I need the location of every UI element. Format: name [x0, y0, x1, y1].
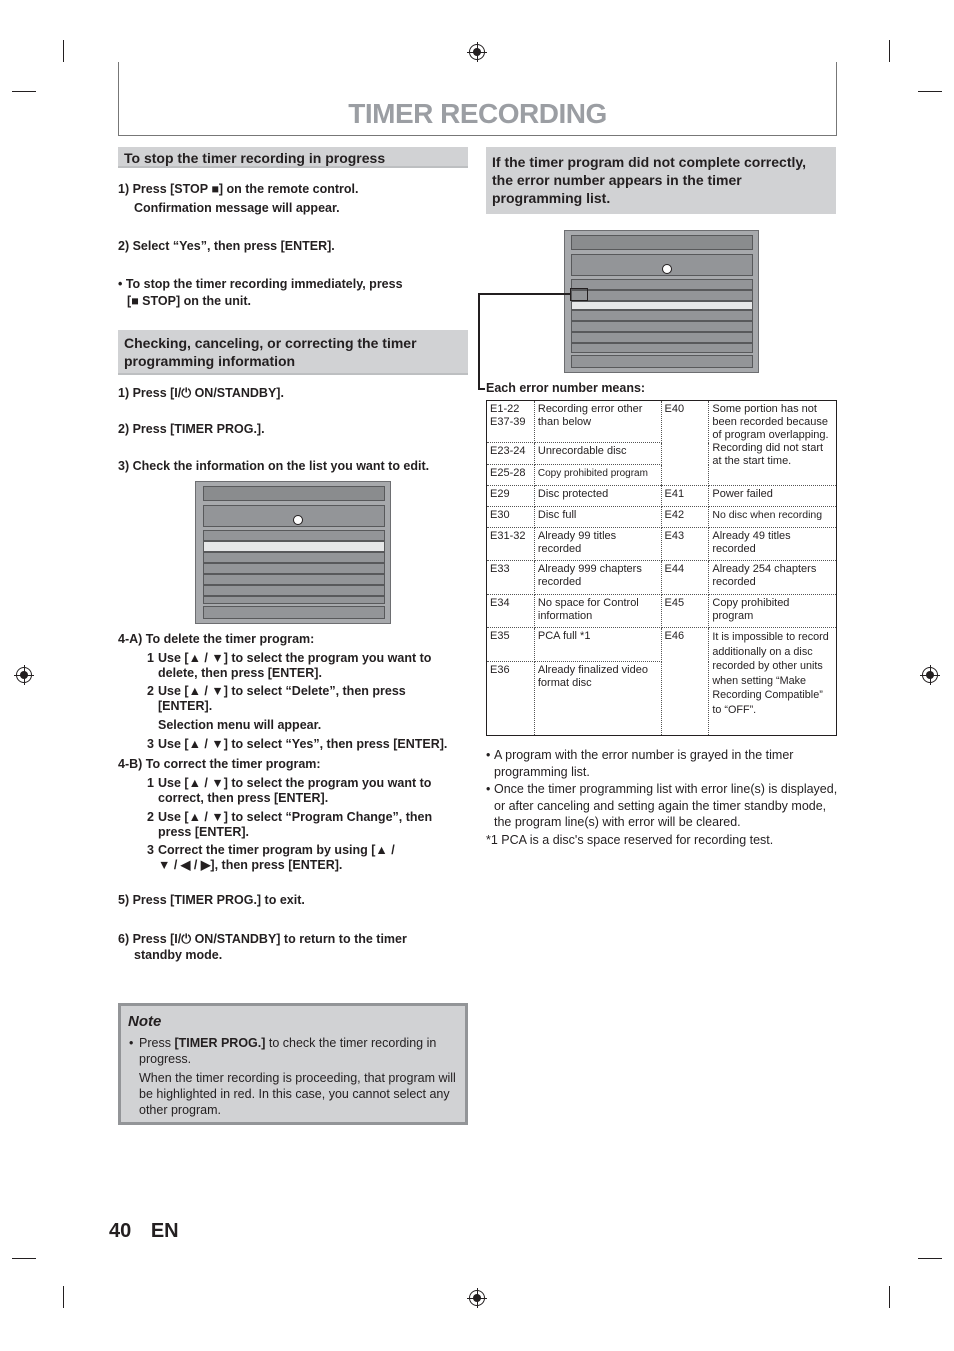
item-number: 1 [147, 651, 154, 665]
error-desc: Disc full [534, 507, 661, 528]
stop-bullet-subtext: [■ STOP] on the unit. [127, 293, 251, 308]
error-desc: Copy prohibited program [534, 465, 661, 486]
crop-mark [12, 1258, 36, 1259]
check-step-1: 1) Press [I/⏻ ON/STANDBY]. [118, 386, 284, 400]
timer-clock-icon [662, 264, 672, 274]
table-row [487, 595, 837, 628]
error-desc: No space for Control information [534, 595, 661, 628]
check-section-heading: Checking, canceling, or correcting the timer programming information [118, 330, 468, 375]
screen-list-row [571, 279, 753, 290]
crop-mark [918, 1258, 942, 1259]
item-number: 3 [147, 843, 154, 857]
error-desc: Already 999 chapters recorded [534, 561, 661, 595]
footnote: *1 PCA is a disc's space reserved for recording test. [486, 832, 774, 847]
error-section-heading: If the timer program did not complete correctly, the error number appears in the timer programming list. [486, 147, 836, 214]
error-code: E45 [661, 595, 709, 628]
note-text: to check the timer recording in progress. [139, 1036, 437, 1066]
error-code: E41 [661, 486, 709, 507]
step-4a-item-2 [147, 684, 459, 714]
crop-mark [889, 1286, 890, 1308]
stop-step-1-text: 1) Press [STOP ■] on the remote control. [118, 182, 359, 196]
check-step-6-text: 6) Press [I/⏻ ON/STANDBY] to return to the timer [118, 932, 407, 946]
page-title: TIMER RECORDING [348, 98, 607, 129]
screen-list-row [203, 585, 385, 596]
step-4a-item-3 [147, 737, 467, 752]
error-code: E42 [661, 507, 709, 528]
item-text: Use [▲ / ▼] to select the program you want to correct, then press [ENTER]. [158, 776, 432, 805]
note-text: Press [139, 1036, 175, 1050]
each-error-label: Each error number means: [486, 381, 646, 395]
item-text: Use [▲ / ▼] to select “Yes”, then press [ENTER]. [158, 737, 448, 751]
error-number-box [570, 288, 588, 301]
callout-line [478, 293, 480, 389]
note-box [118, 1003, 468, 1125]
error-desc: Disc protected [534, 486, 661, 507]
error-code: E34 [487, 595, 535, 628]
check-step-2: 2) Press [TIMER PROG.]. [118, 422, 265, 436]
step-4a-item-1 [147, 651, 459, 681]
timer-clock-icon [293, 515, 303, 525]
note-body [129, 1035, 459, 1118]
page-number [109, 1220, 179, 1243]
item-number: 3 [147, 737, 154, 751]
screen-list-row [571, 343, 753, 353]
item-number: 1 [147, 776, 154, 790]
table-row [487, 561, 837, 595]
check-step-4a: 4-A) To delete the timer program: [118, 632, 315, 646]
registration-mark-icon [922, 667, 938, 683]
stop-section-heading: To stop the timer recording in progress [118, 147, 468, 168]
item-text: Use [▲ / ▼] to select the program you want to delete, then press [ENTER]. [158, 651, 432, 680]
registration-mark-icon [469, 1290, 485, 1306]
screen-list-row-selected [203, 541, 385, 552]
check-step-4b: 4-B) To correct the timer program: [118, 757, 321, 771]
screen-list-row [571, 321, 753, 332]
item-number: 2 [147, 684, 154, 698]
crop-mark [12, 91, 36, 92]
error-code: E31-32 [487, 528, 535, 561]
error-desc: Already 49 titles recorded [709, 528, 837, 561]
item-text: Use [▲ / ▼] to select “Delete”, then press [ENTER]. [158, 684, 406, 713]
step-4b-item-1 [147, 776, 459, 806]
crop-mark [918, 91, 942, 92]
language-code: EN [150, 1220, 179, 1242]
error-list-screen [564, 230, 759, 373]
note-paragraph: When the timer recording is proceeding, that program will be highlighted in red. In this case, you cannot select any other program. [139, 1071, 456, 1117]
screen-list-row-error [571, 290, 753, 301]
error-desc: No disc when recording [709, 507, 837, 528]
screen-footer-row [571, 355, 753, 368]
error-desc: Already 254 chapters recorded [709, 561, 837, 595]
stop-step-1-subtext: Confirmation message will appear. [134, 200, 340, 215]
screen-list-row [203, 563, 385, 574]
crop-mark [63, 1286, 64, 1308]
screen-title-bar [203, 486, 385, 501]
item-text: Correct the timer program by using [▲ / ▼ / ◀ / ▶], then press [ENTER]. [158, 843, 395, 872]
error-code: E44 [661, 561, 709, 595]
page-number-value: 40 [109, 1220, 132, 1242]
error-desc: Already finalized video format disc [534, 662, 661, 736]
error-code: E40 [661, 401, 709, 486]
error-code: E29 [487, 486, 535, 507]
error-code: E33 [487, 561, 535, 595]
error-code: E1-22 E37-39 [487, 401, 535, 443]
stop-bullet-text: • To stop the timer recording immediately, press [118, 277, 403, 291]
timer-programming-list-screen [195, 481, 391, 624]
error-code: E43 [661, 528, 709, 561]
error-desc: Some portion has not been recorded because of program overlapping. Recording did not start at the start time. [709, 401, 837, 486]
registration-mark-icon [16, 667, 32, 683]
screen-list-row [203, 596, 385, 604]
stop-step-1 [118, 182, 358, 216]
step-4b-item-3 [147, 843, 397, 873]
screen-title-bar [571, 235, 753, 250]
screen-list-row-selected [571, 301, 753, 310]
note-title: Note [128, 1013, 162, 1030]
list-item: • Once the timer programming list with error line(s) is displayed, or after canceling and setting again the timer standby mode, the program line(s) with error will be cleared. [486, 781, 838, 831]
error-desc: It is impossible to record additionally on a disc recorded by other units when setting “Make Recording Compatible” to “OFF”. [709, 628, 837, 736]
table-row [487, 628, 837, 662]
error-table [486, 400, 837, 736]
screen-list-row [203, 552, 385, 563]
error-code: E25-28 [487, 465, 535, 486]
item-text: Use [▲ / ▼] to select “Program Change”, then press [ENTER]. [158, 810, 433, 839]
table-row [487, 401, 837, 443]
error-desc: Copy prohibited program [709, 595, 837, 628]
item-text: Selection menu will appear. [158, 718, 322, 732]
table-row [487, 486, 837, 507]
error-code: E36 [487, 662, 535, 736]
check-step-3: 3) Check the information on the list you want to edit. [118, 459, 430, 473]
stop-step-2: 2) Select “Yes”, then press [ENTER]. [118, 239, 335, 253]
check-step-5: 5) Press [TIMER PROG.] to exit. [118, 893, 305, 907]
screen-footer-row [203, 606, 385, 619]
error-desc: Already 99 titles recorded [534, 528, 661, 561]
table-row [487, 507, 837, 528]
error-code: E46 [661, 628, 709, 736]
screen-list-row [203, 574, 385, 585]
screen-list-row [571, 310, 753, 321]
item-number: 2 [147, 810, 154, 824]
stop-bullet [118, 277, 403, 309]
check-step-6 [118, 932, 407, 963]
table-row [487, 528, 837, 561]
error-code: E30 [487, 507, 535, 528]
step-4a-item-2-note [147, 718, 459, 733]
list-item: • A program with the error number is grayed in the timer programming list. [486, 747, 838, 780]
check-step-6-subtext: standby mode. [134, 947, 223, 962]
error-code: E35 [487, 628, 535, 662]
error-desc: Power failed [709, 486, 837, 507]
error-desc: PCA full *1 [534, 628, 661, 662]
callout-line [478, 388, 485, 390]
screen-list-row [203, 530, 385, 541]
note-text-bold: [TIMER PROG.] [174, 1036, 266, 1050]
step-4b-item-2 [147, 810, 459, 840]
error-desc: Recording error other than below [534, 401, 661, 443]
error-desc: Unrecordable disc [534, 443, 661, 465]
crop-mark [63, 40, 64, 62]
note-bullet: • [129, 1036, 134, 1050]
error-code: E23-24 [487, 443, 535, 465]
screen-list-row [571, 332, 753, 343]
error-notes [486, 747, 838, 848]
crop-mark [889, 40, 890, 62]
callout-line [478, 293, 570, 295]
registration-mark-icon [469, 44, 485, 60]
